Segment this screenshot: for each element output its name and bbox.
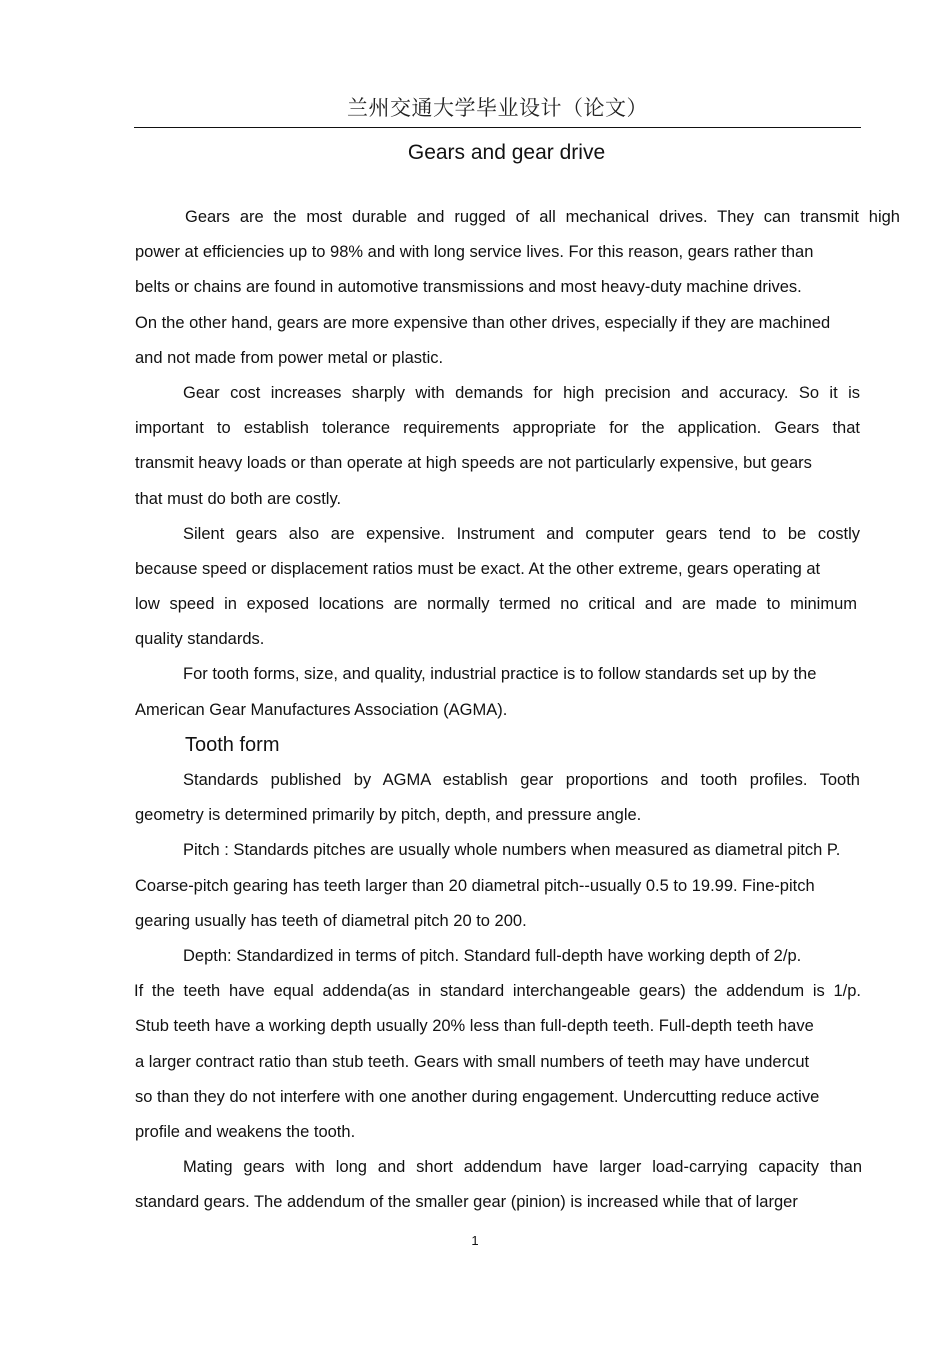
text-line: important to establish tolerance requirements appropriate for the application. Gears that — [135, 419, 860, 438]
text-line: Pitch : Standards pitches are usually whole numbers when measured as diametral pitch P. — [183, 841, 841, 860]
text-line: Silent gears also are expensive. Instrument and computer gears tend to be costly — [183, 524, 860, 543]
page-number: 1 — [471, 1233, 479, 1248]
text-line: Coarse-pitch gearing has teeth larger than 20 diametral pitch--usually 0.5 to 19.99. Fine-pitch — [135, 876, 815, 895]
text-line: and not made from power metal or plastic. — [135, 348, 444, 367]
text-line: profile and weakens the tooth. — [135, 1122, 356, 1141]
running-head: 兰州交通大学毕业设计（论文） — [347, 96, 648, 120]
text-line: gearing usually has teeth of diametral pitch 20 to 200. — [135, 911, 527, 930]
text-line: transmit heavy loads or than operate at high speeds are not particularly expensive, but gears — [135, 454, 812, 473]
header-rule — [134, 127, 861, 128]
section-subheading: Tooth form — [185, 733, 280, 756]
text-line: American Gear Manufactures Association (AGMA). — [135, 700, 508, 719]
text-line: For tooth forms, size, and quality, industrial practice is to follow standards set up by the — [183, 665, 817, 684]
text-line: If the teeth have equal addenda(as in standard interchangeable gears) the addendum is 1/p. — [134, 982, 861, 1001]
text-line: Depth: Standardized in terms of pitch. Standard full-depth have working depth of 2/p. — [183, 946, 802, 965]
text-line: so than they do not interfere with one another during engagement. Undercutting reduce active — [135, 1087, 820, 1106]
text-line: On the other hand, gears are more expensive than other drives, especially if they are machined — [135, 313, 831, 332]
article-body — [135, 200, 900, 1220]
text-line: Gear cost increases sharply with demands for high precision and accuracy. So it is — [183, 383, 860, 402]
text-line: that must do both are costly. — [135, 489, 342, 508]
text-line: Standards published by AGMA establish gear proportions and tooth profiles. Tooth — [183, 771, 860, 789]
text-line: Gears are the most durable and rugged of all mechanical drives. They can transmit high — [185, 208, 900, 226]
text-line: Mating gears with long and short addendum have larger load-carrying capacity than — [183, 1158, 862, 1177]
text-line: because speed or displacement ratios must be exact. At the other extreme, gears operating at — [135, 559, 821, 578]
article-title: Gears and gear drive — [407, 141, 606, 164]
text-line: power at efficiencies up to 98% and with long service lives. For this reason, gears rather than — [135, 243, 814, 262]
text-line: a larger contract ratio than stub teeth. Gears with small numbers of teeth may have undercut — [135, 1052, 810, 1071]
text-line: geometry is determined primarily by pitch, depth, and pressure angle. — [135, 806, 642, 825]
text-line: belts or chains are found in automotive transmissions and most heavy-duty machine drives. — [135, 278, 802, 297]
text-line: low speed in exposed locations are normally termed no critical and are made to minimum — [135, 595, 857, 614]
text-line: Stub teeth have a working depth usually 20% less than full-depth teeth. Full-depth teeth have — [135, 1017, 814, 1036]
text-line: quality standards. — [135, 630, 265, 649]
text-line: standard gears. The addendum of the smaller gear (pinion) is increased while that of larger — [135, 1193, 798, 1212]
